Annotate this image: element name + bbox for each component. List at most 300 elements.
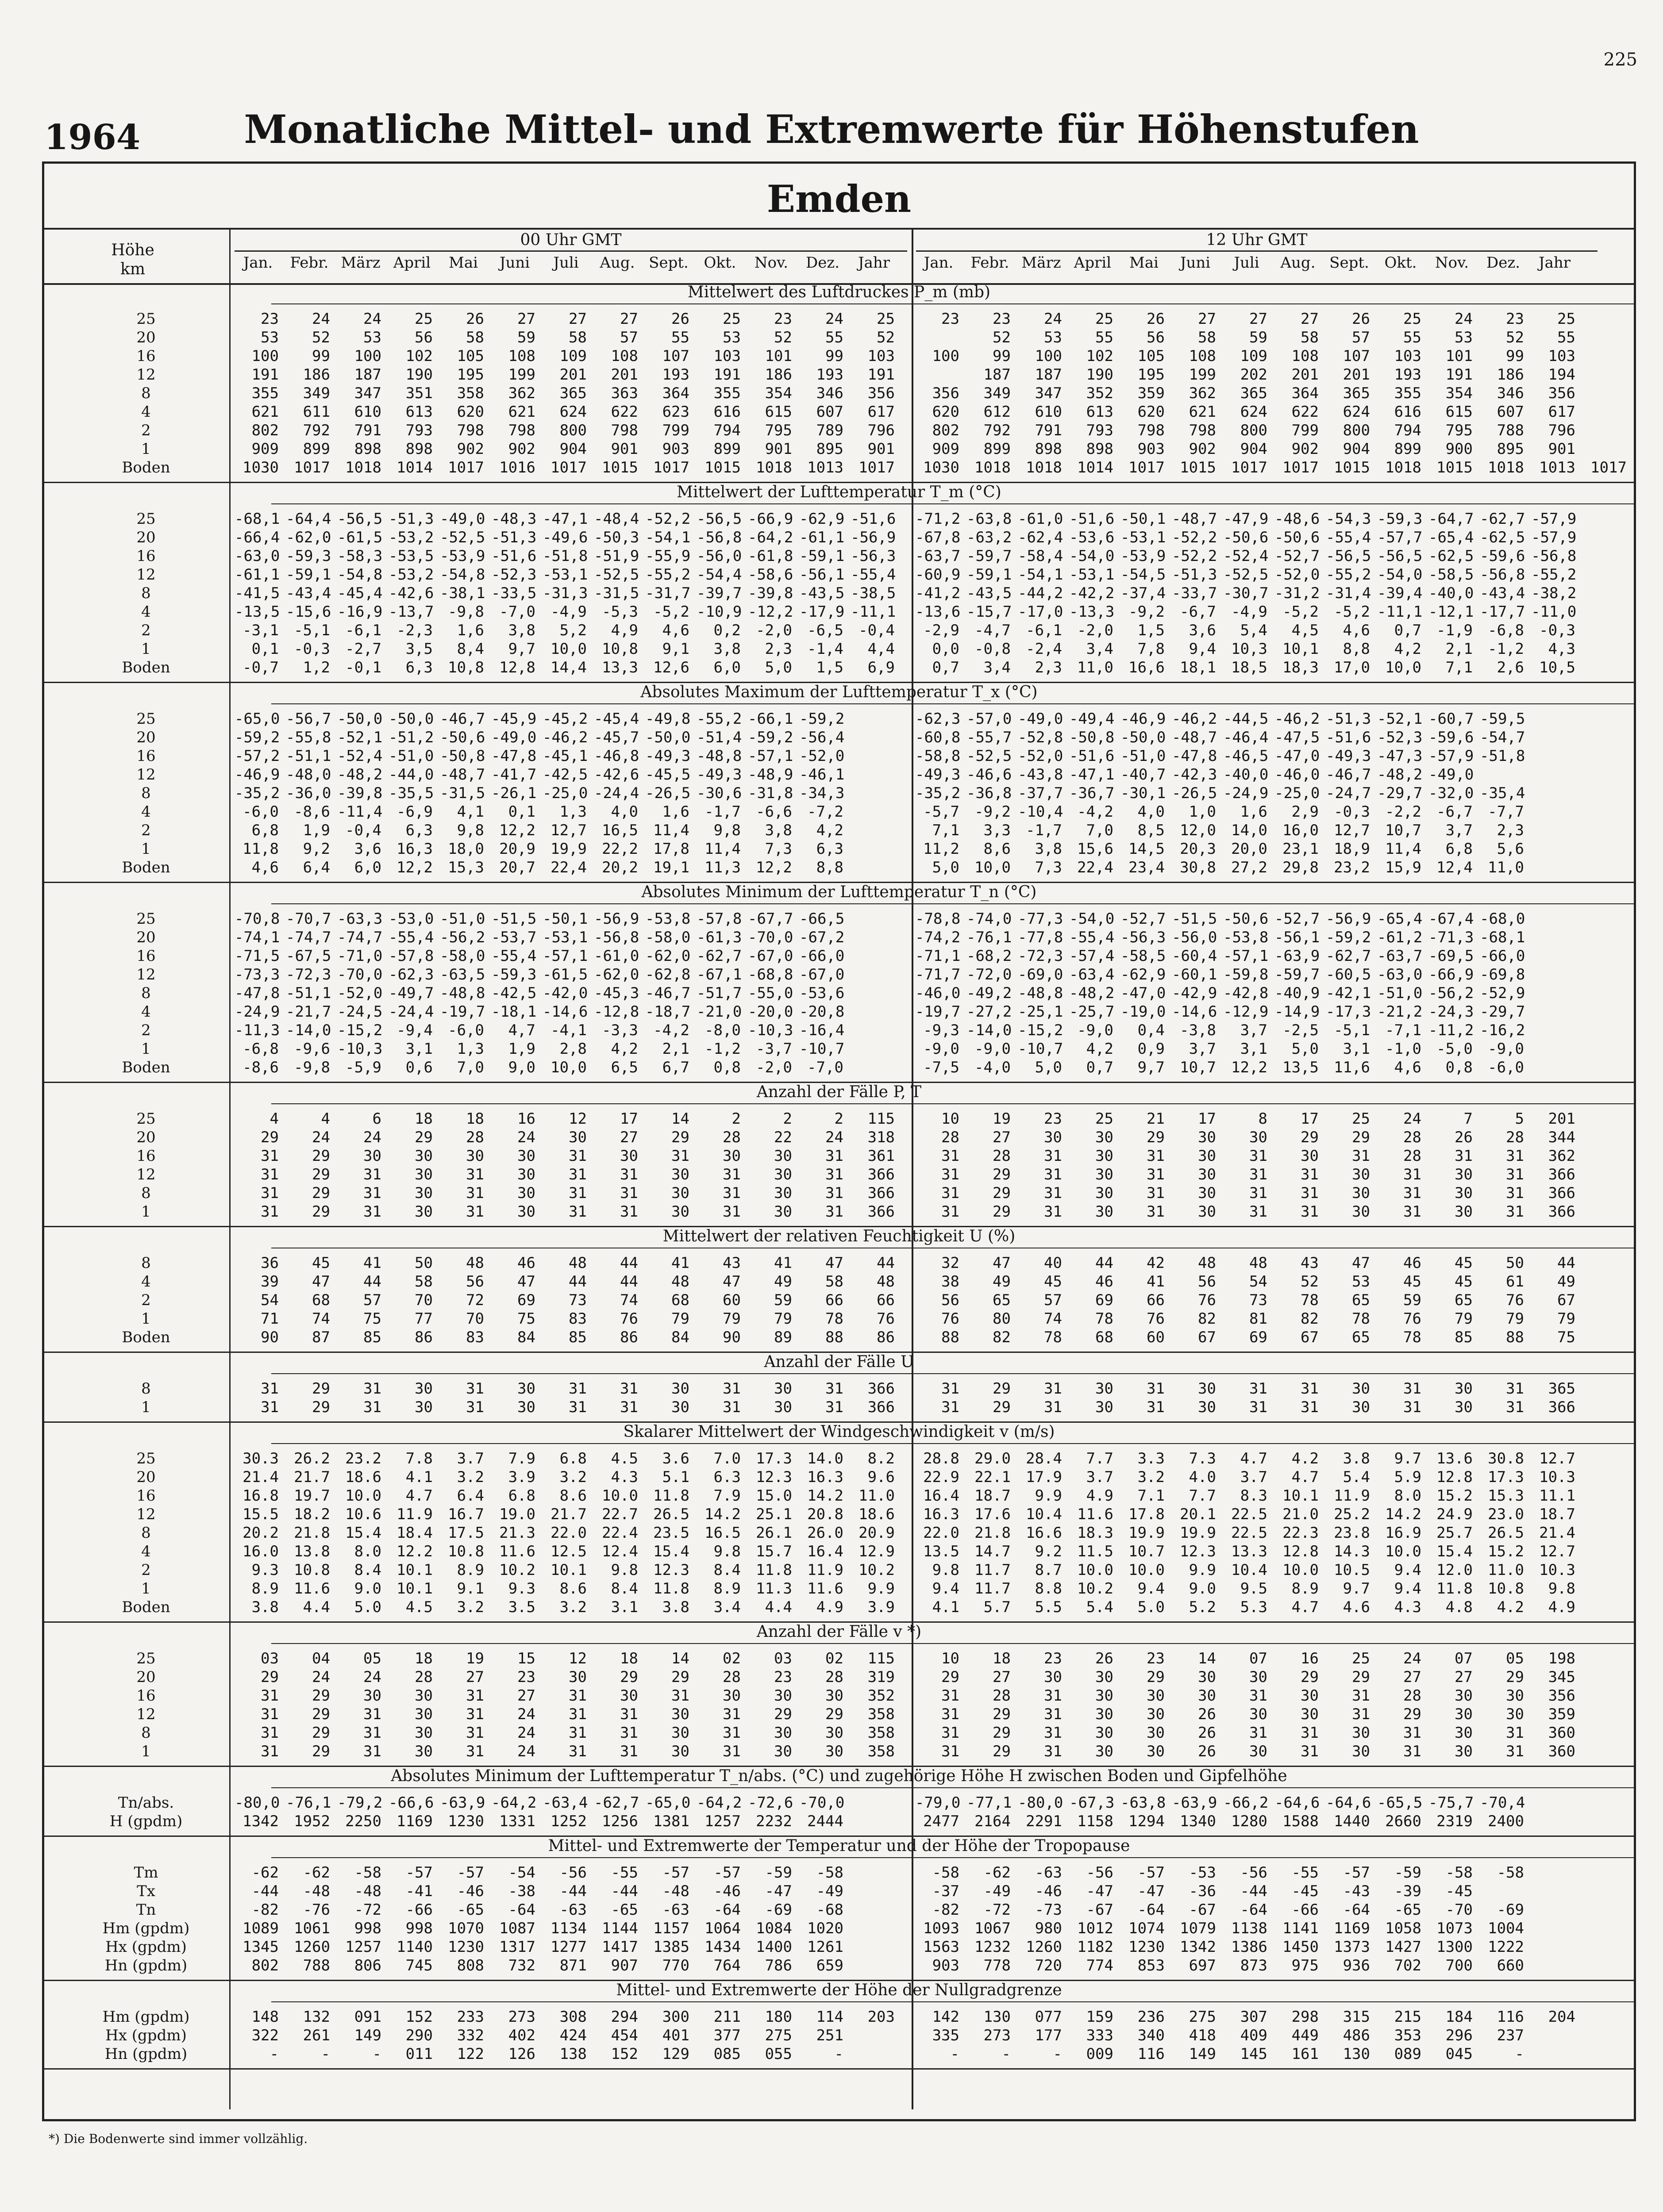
- table-cell: 4.1: [405, 1468, 433, 1486]
- table-cell: -58,4: [1018, 547, 1063, 565]
- row-label: 25: [136, 710, 156, 728]
- table-cell: 8.4: [354, 1561, 381, 1579]
- table-cell: -54,1: [1018, 566, 1063, 584]
- table-cell: 3,1: [405, 1040, 433, 1058]
- table-cell: -51,6: [1069, 747, 1115, 765]
- table-cell: 69: [517, 1291, 535, 1309]
- table-cell: 11.5: [1077, 1543, 1113, 1560]
- table-cell: 6,4: [303, 859, 330, 876]
- table-cell: -62: [251, 1864, 279, 1882]
- table-cell: 11.1: [1539, 1487, 1575, 1505]
- table-cell: -51,3: [1172, 566, 1217, 584]
- table-cell: 32: [941, 1254, 959, 1272]
- table-row: [42, 2008, 1636, 2026]
- table-cell: -49,3: [697, 766, 742, 783]
- table-cell: 30: [1352, 1724, 1370, 1742]
- table-cell: 21.4: [1539, 1524, 1575, 1542]
- table-cell: 31: [1044, 1743, 1062, 1760]
- row-label: 4: [141, 403, 151, 421]
- table-cell: 409: [1240, 2027, 1267, 2044]
- table-cell: 41: [1147, 1273, 1165, 1290]
- table-cell: -39,4: [1377, 584, 1423, 602]
- table-cell: 16.4: [923, 1487, 959, 1505]
- table-cell: 2660: [1385, 1813, 1421, 1830]
- table-cell: 30: [1147, 1705, 1165, 1723]
- table-cell: -24,7: [1326, 784, 1371, 802]
- table-cell: 83: [569, 1310, 587, 1328]
- table-cell: 8.9: [1291, 1580, 1319, 1598]
- table-cell: -46: [457, 1882, 484, 1900]
- table-cell: 29: [993, 1380, 1011, 1398]
- table-cell: 10,0: [550, 1059, 587, 1076]
- table-cell: 3,5: [405, 640, 433, 658]
- table-cell: 74: [1044, 1310, 1062, 1328]
- table-cell: -55,0: [748, 984, 793, 1002]
- table-cell: -8,6: [243, 1059, 279, 1076]
- table-cell: 898: [405, 440, 433, 458]
- table-cell: -52,7: [1274, 547, 1320, 565]
- table-cell: -24,5: [337, 1003, 383, 1021]
- table-cell: 21.3: [499, 1524, 535, 1542]
- table-cell: 1030: [923, 459, 959, 476]
- table-row: [42, 947, 1636, 965]
- month-header: April: [393, 254, 431, 272]
- table-cell: -71,2: [915, 510, 961, 528]
- table-cell: 055: [765, 2045, 792, 2063]
- row-label: 16: [136, 747, 156, 765]
- table-cell: 31: [723, 1380, 741, 1398]
- table-cell: -59,2: [799, 710, 845, 728]
- table-cell: 617: [867, 403, 895, 421]
- table-cell: 44: [569, 1273, 587, 1290]
- table-cell: 902: [1291, 440, 1319, 458]
- row-label: 8: [141, 1184, 151, 1202]
- table-row: [42, 2045, 1636, 2063]
- table-cell: 612: [983, 403, 1011, 421]
- table-cell: 6,0: [354, 859, 381, 876]
- table-cell: -77,3: [1018, 910, 1063, 928]
- table-cell: 30: [723, 1147, 741, 1165]
- table-cell: 30: [466, 1147, 484, 1165]
- table-cell: -63,2: [966, 529, 1012, 546]
- table-cell: 28: [466, 1129, 484, 1146]
- row-label: 16: [136, 547, 156, 565]
- table-cell: 903: [662, 440, 689, 458]
- table-cell: 12.3: [1180, 1543, 1216, 1560]
- table-cell: 360: [1548, 1724, 1575, 1742]
- table-cell: 28: [825, 1668, 843, 1686]
- table-cell: -37,7: [1018, 784, 1063, 802]
- table-cell: 9.1: [457, 1580, 484, 1598]
- table-cell: 792: [303, 422, 330, 439]
- table-cell: -13,5: [235, 603, 280, 621]
- table-cell: 28.8: [923, 1450, 959, 1467]
- table-cell: 620: [1137, 403, 1165, 421]
- table-cell: 24: [363, 1129, 381, 1146]
- table-cell: -67,1: [697, 966, 742, 983]
- table-cell: 1277: [550, 1938, 587, 1956]
- table-cell: 720: [1035, 1957, 1062, 1974]
- table-cell: 38: [941, 1273, 959, 1290]
- table-cell: 184: [1445, 2008, 1473, 2026]
- table-cell: -47,8: [235, 984, 280, 1002]
- table-row: [42, 1668, 1636, 1686]
- table-cell: -35,2: [915, 784, 961, 802]
- table-cell: 346: [1497, 384, 1524, 402]
- table-cell: 87: [312, 1329, 330, 1346]
- table-cell: 29: [825, 1705, 843, 1723]
- row-label: 1: [141, 1743, 151, 1760]
- table-cell: 799: [1291, 422, 1319, 439]
- table-cell: -1,9: [1436, 622, 1473, 639]
- table-cell: -42,6: [389, 584, 434, 602]
- table-cell: 05: [1506, 1650, 1524, 1667]
- table-cell: 31: [1506, 1147, 1524, 1165]
- table-cell: 56: [941, 1291, 959, 1309]
- table-cell: -58,0: [645, 929, 691, 946]
- table-cell: -6,8: [1488, 622, 1524, 639]
- table-cell: -69: [765, 1901, 792, 1919]
- table-cell: 26: [1198, 1743, 1216, 1760]
- table-cell: 7: [1463, 1110, 1473, 1128]
- section-rule: [271, 703, 1636, 704]
- table-cell: 31: [1249, 1398, 1267, 1416]
- table-cell: 1004: [1488, 1920, 1524, 1937]
- table-cell: -54,0: [1069, 910, 1115, 928]
- table-cell: 1427: [1385, 1938, 1421, 1956]
- table-cell: 1018: [1488, 459, 1524, 476]
- table-cell: 4,6: [1394, 1059, 1421, 1076]
- table-cell: 1014: [1077, 459, 1113, 476]
- table-cell: -57,1: [1223, 947, 1269, 965]
- table-cell: -64: [1343, 1901, 1370, 1919]
- table-cell: 27: [517, 1687, 535, 1705]
- table-cell: 71: [261, 1310, 279, 1328]
- table-cell: 30: [1044, 1668, 1062, 1686]
- table-cell: 1015: [1180, 459, 1216, 476]
- table-cell: 7,3: [1035, 859, 1062, 876]
- table-cell: -4,1: [550, 1022, 587, 1039]
- table-cell: 15: [517, 1650, 535, 1667]
- table-cell: 86: [415, 1329, 433, 1346]
- table-cell: -47: [765, 1882, 792, 1900]
- table-cell: -61,8: [748, 547, 793, 565]
- table-cell: 55: [1403, 329, 1421, 346]
- table-cell: 8.9: [457, 1561, 484, 1579]
- table-cell: 31: [363, 1380, 381, 1398]
- table-cell: -46,7: [440, 710, 485, 728]
- table-cell: 17.9: [1026, 1468, 1062, 1486]
- table-cell: 11,6: [1334, 1059, 1370, 1076]
- table-cell: -41,7: [491, 766, 537, 783]
- table-cell: -17,0: [1018, 603, 1063, 621]
- table-cell: -76: [303, 1901, 330, 1919]
- row-label: 1: [141, 1398, 151, 1416]
- table-cell: -30,1: [1120, 784, 1166, 802]
- table-cell: -64,2: [697, 1794, 742, 1812]
- table-cell: 4,0: [611, 803, 638, 821]
- row-label: Tn: [136, 1901, 156, 1919]
- table-cell: -59,2: [748, 729, 793, 746]
- table-row: [42, 821, 1636, 840]
- row-label: Hm (gpdm): [102, 1920, 190, 1937]
- table-cell: -10,3: [337, 1040, 383, 1058]
- table-cell: 31: [261, 1743, 279, 1760]
- table-cell: 1294: [1128, 1813, 1165, 1830]
- month-header: Okt.: [1384, 254, 1417, 272]
- table-cell: 31: [261, 1147, 279, 1165]
- table-cell: 25: [1557, 310, 1575, 328]
- table-cell: 30: [620, 1687, 638, 1705]
- table-cell: 85: [363, 1329, 381, 1346]
- table-cell: 621: [251, 403, 279, 421]
- table-cell: 340: [1137, 2027, 1165, 2044]
- table-cell: 1013: [807, 459, 843, 476]
- table-cell: 24: [517, 1705, 535, 1723]
- row-label: 4: [141, 1003, 151, 1021]
- table-cell: -57,1: [748, 747, 793, 765]
- table-cell: -5,1: [294, 622, 330, 639]
- table-cell: 12,7: [550, 822, 587, 839]
- table-cell: 10,3: [1231, 640, 1267, 658]
- table-cell: 31: [1352, 1687, 1370, 1705]
- table-cell: 362: [1189, 384, 1216, 402]
- table-cell: -80,0: [235, 1794, 280, 1812]
- table-cell: -34,3: [799, 784, 845, 802]
- table-cell: 366: [1548, 1166, 1575, 1183]
- row-label: 2: [141, 822, 151, 839]
- table-cell: -12,2: [748, 603, 793, 621]
- table-cell: 28: [723, 1668, 741, 1686]
- table-cell: 31: [941, 1687, 959, 1705]
- table-cell: -31,3: [543, 584, 588, 602]
- table-cell: -67,0: [748, 947, 793, 965]
- table-cell: 332: [457, 2027, 484, 2044]
- table-cell: 31: [569, 1724, 587, 1742]
- table-cell: 1222: [1488, 1938, 1524, 1956]
- section-rule: [271, 2001, 1636, 2002]
- row-label: 12: [136, 366, 156, 384]
- table-cell: -29,7: [1377, 784, 1423, 802]
- table-cell: 16.3: [807, 1468, 843, 1486]
- row-label: 25: [136, 510, 156, 528]
- table-cell: 9.0: [1189, 1580, 1216, 1598]
- table-cell: 899: [303, 440, 330, 458]
- table-cell: -53,6: [1069, 529, 1115, 546]
- table-cell: 31: [1403, 1398, 1421, 1416]
- table-cell: 273: [983, 2027, 1011, 2044]
- table-cell: 233: [457, 2008, 484, 2026]
- table-cell: 085: [713, 2045, 741, 2063]
- table-cell: 25: [1403, 310, 1421, 328]
- table-cell: 4.9: [1548, 1598, 1575, 1616]
- row-label: Hn (gpdm): [104, 1957, 188, 1974]
- table-cell: 9.7: [1343, 1580, 1370, 1598]
- section-title: Mittelwert der Lufttemperatur T_m (°C): [677, 483, 1001, 501]
- table-cell: 0,7: [932, 659, 959, 676]
- table-cell: 10.1: [1282, 1487, 1319, 1505]
- table-cell: 16,3: [397, 840, 433, 858]
- table-cell: -52,3: [1377, 729, 1423, 746]
- table-cell: 8.4: [611, 1580, 638, 1598]
- month-header: Sept.: [649, 254, 689, 272]
- table-cell: 1169: [1334, 1920, 1370, 1937]
- table-cell: 8.8: [1035, 1580, 1062, 1598]
- table-cell: 14.7: [974, 1543, 1011, 1560]
- table-cell: 116: [1137, 2045, 1165, 2063]
- table-cell: 186: [303, 366, 330, 384]
- table-cell: 76: [941, 1310, 959, 1328]
- table-cell: 903: [932, 1957, 959, 1974]
- table-cell: 30: [1095, 1743, 1113, 1760]
- table-cell: -56,1: [1274, 929, 1320, 946]
- table-cell: 30,8: [1180, 859, 1216, 876]
- table-cell: -36,7: [1069, 784, 1115, 802]
- table-cell: 3.8: [1343, 1450, 1370, 1467]
- table-cell: -56,1: [799, 566, 845, 584]
- table-cell: 361: [867, 1147, 895, 1165]
- table-cell: 79: [1455, 1310, 1473, 1328]
- table-cell: 3,8: [1035, 840, 1062, 858]
- table-cell: -47,1: [543, 510, 588, 528]
- table-cell: -66,9: [1428, 966, 1474, 983]
- table-cell: 27: [1198, 310, 1216, 328]
- table-cell: 402: [508, 2027, 535, 2044]
- table-cell: 5.3: [1240, 1598, 1267, 1616]
- table-cell: -9,3: [923, 1022, 959, 1039]
- table-cell: -51,6: [1069, 510, 1115, 528]
- table-cell: 9.9: [1035, 1487, 1062, 1505]
- table-cell: 12,2: [499, 822, 535, 839]
- table-cell: 74: [312, 1310, 330, 1328]
- table-cell: 10.4: [1231, 1561, 1267, 1579]
- table-cell: 355: [713, 384, 741, 402]
- table-cell: -11,2: [1428, 1022, 1474, 1039]
- table-cell: 31: [1301, 1398, 1319, 1416]
- table-cell: 9,7: [1137, 1059, 1165, 1076]
- table-cell: 3.9: [867, 1598, 895, 1616]
- table-cell: 401: [662, 2027, 689, 2044]
- table-cell: 354: [765, 384, 792, 402]
- table-cell: 4,6: [662, 622, 689, 639]
- table-cell: -48,7: [440, 766, 485, 783]
- table-cell: 31: [466, 1705, 484, 1723]
- table-cell: 5.2: [1189, 1598, 1216, 1616]
- table-cell: 980: [1035, 1920, 1062, 1937]
- row-label: 20: [136, 729, 156, 746]
- table-cell: 1182: [1077, 1938, 1113, 1956]
- table-cell: -65,4: [1428, 529, 1474, 546]
- table-cell: 31: [1044, 1380, 1062, 1398]
- table-cell: 9.4: [1394, 1580, 1421, 1598]
- table-cell: 45: [312, 1254, 330, 1272]
- table-row: [42, 2026, 1636, 2045]
- table-cell: 4.3: [611, 1468, 638, 1486]
- table-cell: -57,9: [1531, 510, 1577, 528]
- table-cell: 18: [993, 1650, 1011, 1667]
- table-cell: 251: [816, 2027, 843, 2044]
- table-cell: 11.9: [397, 1505, 433, 1523]
- table-cell: -8,6: [294, 803, 330, 821]
- table-cell: 07: [1455, 1650, 1473, 1667]
- table-cell: 30: [1198, 1687, 1216, 1705]
- table-cell: 201: [611, 366, 638, 384]
- table-cell: -48,2: [337, 766, 383, 783]
- table-cell: -13,7: [389, 603, 434, 621]
- table-cell: 31: [363, 1724, 381, 1742]
- table-cell: 65: [993, 1291, 1011, 1309]
- table-cell: -40,0: [1223, 766, 1269, 783]
- table-cell: 28: [415, 1668, 433, 1686]
- table-cell: 798: [1189, 422, 1216, 439]
- table-cell: -62: [983, 1864, 1011, 1882]
- table-cell: -47,8: [1172, 747, 1217, 765]
- table-cell: 0,1: [251, 640, 279, 658]
- table-cell: -73,3: [235, 966, 280, 983]
- table-row: [42, 1812, 1636, 1831]
- table-cell: 31: [1301, 1184, 1319, 1202]
- table-cell: 30: [1352, 1203, 1370, 1221]
- table-cell: 613: [1086, 403, 1113, 421]
- table-cell: 30: [774, 1203, 792, 1221]
- data-section: [42, 483, 1636, 683]
- table-cell: 18,0: [448, 840, 484, 858]
- table-cell: -51,0: [389, 747, 434, 765]
- table-cell: -48: [354, 1882, 381, 1900]
- table-cell: 1016: [499, 459, 535, 476]
- table-cell: 191: [251, 366, 279, 384]
- table-row: [42, 621, 1636, 640]
- table-cell: 115: [867, 1110, 895, 1128]
- table-cell: 24: [312, 310, 330, 328]
- table-cell: 23.8: [1334, 1524, 1370, 1542]
- table-cell: 115: [867, 1650, 895, 1667]
- table-cell: 109: [1240, 347, 1267, 365]
- table-cell: 089: [1394, 2045, 1421, 2063]
- table-row: [42, 1002, 1636, 1021]
- table-cell: 31: [569, 1203, 587, 1221]
- table-cell: -50,8: [440, 747, 485, 765]
- table-row: [42, 1882, 1636, 1901]
- table-cell: 808: [457, 1957, 484, 1974]
- table-cell: 43: [723, 1254, 741, 1272]
- table-cell: 105: [457, 347, 484, 365]
- table-cell: 24: [517, 1724, 535, 1742]
- table-cell: 1381: [653, 1813, 689, 1830]
- table-cell: 3,8: [508, 622, 535, 639]
- table-cell: -67,3: [1069, 1794, 1115, 1812]
- table-cell: 356: [932, 384, 959, 402]
- table-cell: 3.2: [559, 1598, 587, 1616]
- table-cell: 30: [1301, 1705, 1319, 1723]
- table-cell: 202: [1240, 366, 1267, 384]
- table-cell: 2: [731, 1110, 741, 1128]
- table-cell: 14.0: [807, 1450, 843, 1467]
- table-cell: 190: [405, 366, 433, 384]
- table-cell: -49,4: [1069, 710, 1115, 728]
- table-cell: 31: [825, 1147, 843, 1165]
- table-cell: -52,0: [799, 747, 845, 765]
- table-cell: 53: [723, 329, 741, 346]
- table-cell: 1385: [653, 1938, 689, 1956]
- table-cell: 364: [1291, 384, 1319, 402]
- table-cell: -49,3: [1326, 747, 1371, 765]
- table-cell: 6,7: [662, 1059, 689, 1076]
- table-cell: 107: [662, 347, 689, 365]
- table-cell: -50,8: [1069, 729, 1115, 746]
- table-cell: 899: [1394, 440, 1421, 458]
- table-cell: 1020: [807, 1920, 843, 1937]
